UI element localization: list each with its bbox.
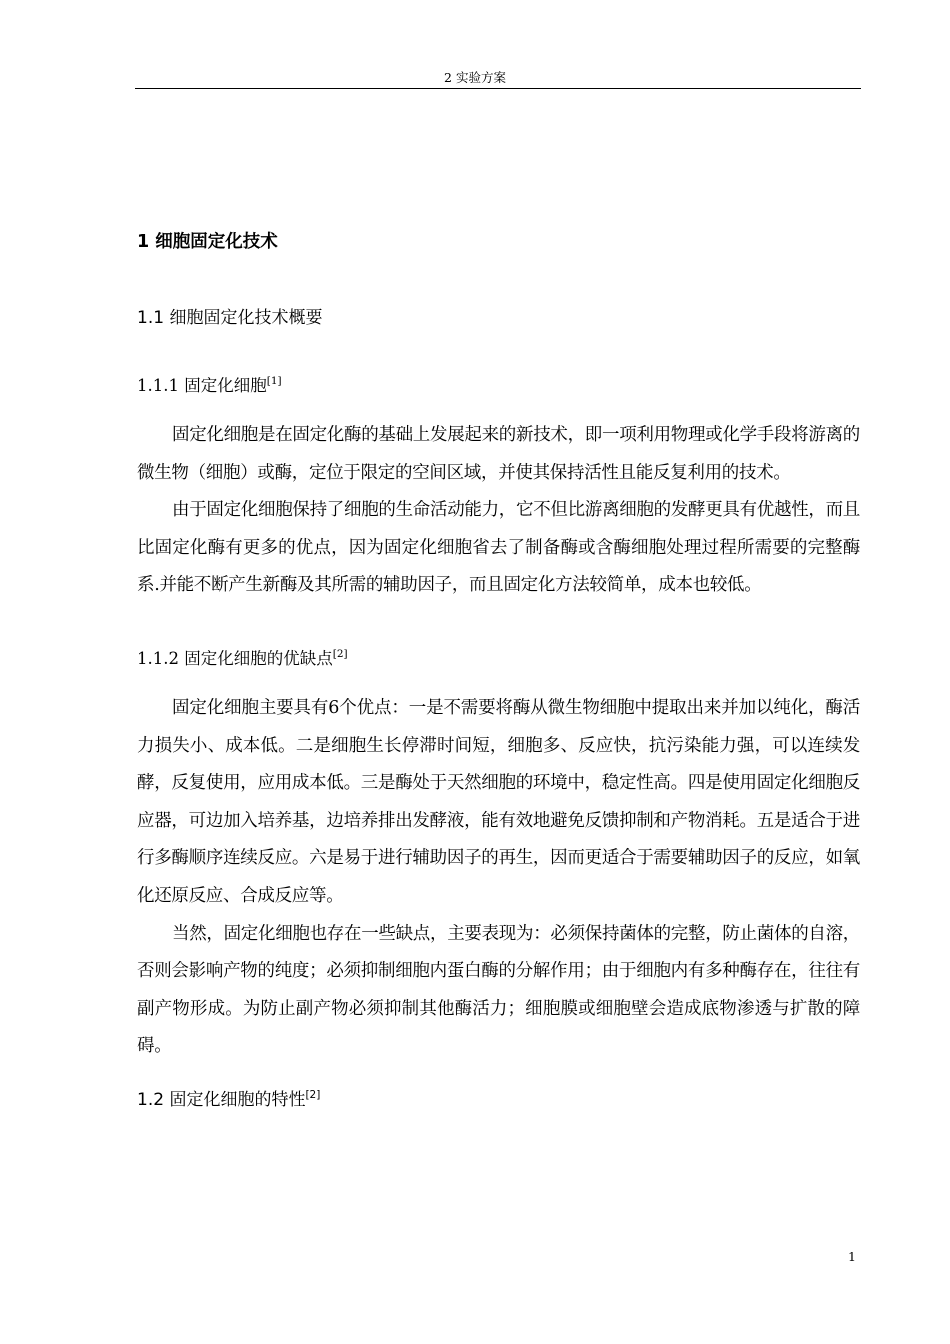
paragraph-disadvantages: 当然，固定化细胞也存在一些缺点，主要表现为：必须保持菌体的完整，防止菌体的自溶，否则会影响产物的纯度；必须抑制细胞内蛋白酶的分解作用；由于细胞内有多种酶存在，往往有副产物形成。为防止副产物必须抑制其他酶活力；细胞膜或细胞壁会造成底物渗透与扩散的障碍。 (137, 923, 860, 1057)
running-header: 2 实验方案 (444, 70, 506, 85)
body-block-1-1-1 (137, 417, 860, 605)
section-heading-1-1: 1.1 细胞固定化技术概要 (137, 308, 323, 328)
section-heading-1-2-text: 1.2 固定化细胞的特性 (137, 1089, 306, 1110)
subsection-heading-1-1-1 (137, 372, 860, 400)
subsection-heading-1-1-2-text: 1.1.2 固定化细胞的优缺点 (137, 648, 333, 668)
paragraph-immobilized-cell-definition: 固定化细胞是在固定化酶的基础上发展起来的新技术，即一项利用物理或化学手段将游离的微生物（细胞）或酶，定位于限定的空间区域，并使其保持活性且能反复利用的技术。 (137, 425, 860, 483)
header-rule (135, 88, 861, 89)
page-body (137, 228, 860, 1114)
paragraph-six-advantages: 固定化细胞主要具有6个优点：一是不需要将酶从微生物细胞中提取出来并加以纯化，酶活力损失小、成本低。二是细胞生长停滞时间短，细胞多、反应快，抗污染能力强，可以连续发酵，反复使用，应用成本低。三是酶处于天然细胞的环境中，稳定性高。四是使用固定化细胞反应器，可边加入培养基，边培养排出发酵液，能有效地避免反馈抑制和产物消耗。五是适合于进行多酶顺序连续反应。六是易于进行辅助因子的再生，因而更适合于需要辅助因子的反应，如氧化还原反应、合成反应等。 (137, 697, 860, 906)
section-heading-1-2 (137, 1086, 860, 1114)
citation-ref[interactable]: [1] (266, 375, 282, 387)
citation-ref[interactable]: [2] (305, 1088, 321, 1101)
subsection-heading-1-1-1-text: 1.1.1 固定化细胞 (137, 376, 267, 395)
paragraph-immobilized-cell-advantage: 由于固定化细胞保持了细胞的生命活动能力，它不但比游离细胞的发酵更具有优越性，而且比固定化酶有更多的优点，因为固定化细胞省去了制备酶或含酶细胞处理过程所需要的完整酶系.并能不断产生新酶及其所需的辅助因子，而且固定化方法较简单，成本也较低。 (137, 500, 860, 596)
page-number: 1 (848, 1249, 856, 1264)
subsection-heading-1-1-2 (137, 645, 860, 673)
chapter-heading: 1 细胞固定化技术 (137, 232, 278, 252)
citation-ref[interactable]: [2] (332, 647, 348, 660)
body-block-1-1-2 (137, 690, 860, 1066)
